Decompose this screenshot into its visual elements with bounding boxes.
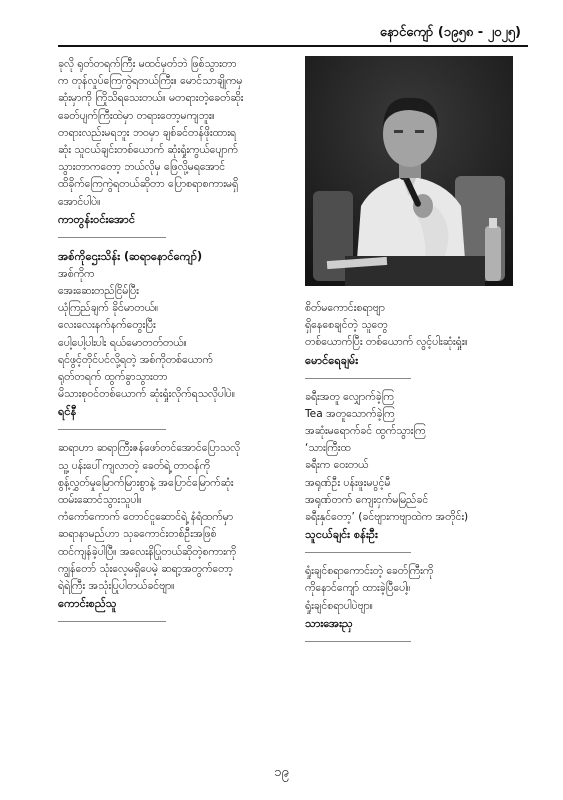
running-header-title: နောင်ကျော် (၁၉၅၈ - ၂၀၂၅) [379, 25, 521, 40]
text-line: ကိုနောင်ကျော် ထားခဲ့ပြီပေါ့။ [305, 582, 411, 595]
section-divider [305, 378, 411, 379]
section-divider [305, 641, 411, 642]
text-line: က တုန်လှုပ်ကြေကွဲရတယ်ကြီး။ မောင်သာချိုကမှ [58, 75, 243, 88]
author-signature: ကာတွန်းဝင်းအောင် [58, 212, 136, 226]
text-line: တစ်ယောက်ပြီး တစ်ယောက် လွင့်ပါးဆုံးရှုံး။ [305, 336, 468, 349]
text-line: အောင်ပါပဲ။ [58, 195, 101, 208]
text-line: ယုံကြည်ချက် ခိုင်မာတယ်။ [58, 302, 159, 315]
text-line: မိသားစုဝင်တစ်ယောက် ဆုံးရှုံးလိုက်ရသလိုပါပဲ။ [58, 388, 235, 401]
tribute-heading: အစ်ကိုဌေးသိန်း (ဆရာနောင်ကျော်) [58, 249, 203, 263]
text-line: ခုလို ရုတ်တရက်ကြီး မထင်မှတ်ဘဲ ဖြစ်သွားတာ [58, 58, 237, 70]
page-number: ၁၉ [274, 765, 289, 780]
text-line: ကံကော်ကောက် တောင်ငူဆောင်ရဲ့ နံရံထက်မှာ [58, 511, 234, 524]
text-line: ဆုံးမှာကို ကြိုသိရသေးတယ်။ မတရားတဲ့ခေတ်ဆိုး [58, 92, 244, 105]
section-divider [305, 552, 411, 553]
text-line: ရှိနေစေချင်တဲ့ သူတွေ [305, 319, 388, 332]
tribute-block [305, 563, 517, 633]
text-line: တရားလည်းမရဘူး ဘဝမှာ ချစ်ခင်တန်ဖိုးထားရ [58, 126, 236, 139]
tribute-block [58, 440, 290, 613]
text-line: ထမ်းဆောင်သွားသူပါ။ [58, 494, 142, 507]
portrait-illustration [305, 56, 513, 286]
text-line: အေးဆေးတည်ငြိမ်ပြီး [58, 285, 139, 298]
text-line: ထင်ကျန်ခဲ့ပါပြီ။ အလေးနိပြုတယ်ဆိုတဲ့စကားကို [58, 545, 237, 558]
text-line: ခေတ်ပျက်ကြီးထဲမှာ တရားတော့မကျဘူး။ [58, 109, 215, 122]
right-column [305, 300, 517, 652]
text-line: ခရီးအတူ လျှောက်ခဲ့ကြ [305, 390, 394, 403]
text-line: အစ်ကိုက [58, 267, 95, 280]
text-line: Tea အတူသောက်ခဲ့ကြ [305, 407, 395, 420]
tribute-block [305, 300, 517, 370]
text-line: ရှုံးချင်စရာပါပဲဗျာ။ [305, 599, 373, 612]
text-line: ဆုံး သူငယ်ချင်းတစ်ယောက် ဆုံးရှုံးကွယ်ပျောက် [58, 144, 238, 157]
text-line: အရုဏ်ဦး ပန်းဖူးမပွင့်မီ [305, 476, 391, 489]
section-divider [58, 237, 166, 238]
text-line: သူ့ ပန်းပေါ်ကျလာတဲ့ ခေတ်ရဲ့ တာဝန်ကို [58, 459, 210, 472]
text-line: ရဲရဲကြီး အသုံးပြုပါတယ်ခင်ဗျာ။ [58, 580, 175, 593]
author-signature: သားအေးညှ [305, 616, 353, 630]
text-line: လေးလေးနက်နက်တွေးပြီး [58, 319, 156, 332]
section-divider [58, 429, 166, 430]
text-line: စွန့်လွှတ်မှုမြောက်မြားစွာနဲ့ အပြောင်မြောက်ဆုံး [58, 476, 234, 489]
text-line: ကျွန်တော် သုံးလေ့မရှိပေမဲ့ ဆရာ့အတွက်တော့ [58, 562, 233, 575]
author-signature: ကောင်းစည်သူ [58, 597, 117, 611]
section-divider [58, 621, 166, 622]
text-line: ရင်ဖွင့်တိုင်ပင်လို့ရတဲ့ အစ်ကိုတစ်ယောက် [58, 353, 213, 366]
text-line: အဆုံးမရောက်ခင် ထွက်သွားကြ [305, 425, 426, 438]
text-line: သွားတာကတော့ ဘယ်လိုမှ ဖြေလို့မရအောင် [58, 161, 226, 174]
tribute-block [58, 248, 290, 422]
text-line: ဆရာနာမည်ဟာ သုခကောင်းတစ်ဦးအဖြစ် [58, 528, 217, 541]
text-line: ‘သားကြီးထ [305, 442, 351, 455]
text-line: ပေါ့ပေါ့ပါးပါး ရယ်မောတတ်တယ်။ [58, 336, 187, 349]
text-line: ဆရာဟာ ဆရာကြီးဇန်ဖော်တင်အောင်ပြောသလို [58, 442, 241, 455]
text-line: အရုဏ်တက် ကျေးငှက်မမြည်ခင် [305, 493, 429, 506]
tribute-block [305, 389, 517, 545]
page-header [0, 14, 563, 44]
portrait-photo [305, 56, 513, 286]
text-line: ခရီးနှင်တော့’ (ခင်ဗျားကဗျာထဲက အတိုင်း) [305, 511, 469, 524]
text-line: ရှုံးချင်စရာကောင်းတဲ့ ခေတ်ကြီးကို [305, 565, 434, 578]
text-line: ထိခိုက်ကြေကွဲရတယ်ဆိုတာ ပြောစရာစကားမရှိ [58, 178, 239, 191]
header-rule [58, 45, 528, 47]
text-line: ရုတ်တရက် ထွက်ခွာသွားတာ [58, 371, 168, 384]
author-signature: ရင်နီ [58, 405, 77, 419]
text-line: စိတ်မကောင်းစရာဗျာ [305, 302, 385, 314]
author-signature: မောင်ရေချမ်း [305, 353, 359, 367]
text-line: ခရီးက ဝေးတယ် [305, 459, 369, 472]
author-signature: သူငယ်ချင်း စန်းဦး [305, 528, 378, 542]
left-column [58, 56, 290, 632]
tribute-block [58, 56, 290, 229]
